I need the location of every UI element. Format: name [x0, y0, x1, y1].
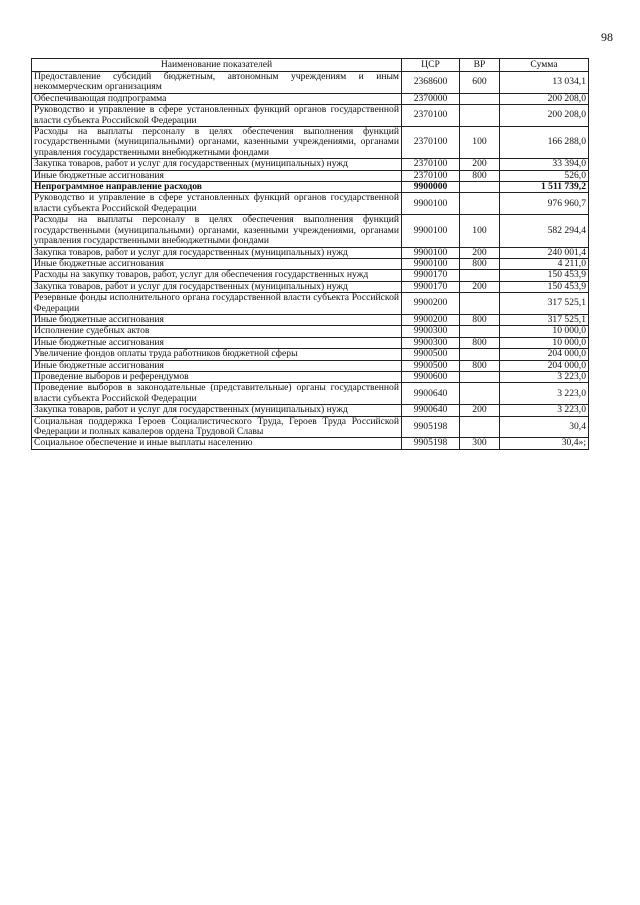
row-sum-cell: 1 511 739,2 — [500, 182, 589, 193]
row-name-cell: Проведение выборов и референдумов — [32, 371, 402, 382]
row-vr-cell: 800 — [460, 258, 500, 269]
table-row — [32, 170, 589, 181]
row-csr-cell: 9900170 — [402, 270, 460, 281]
table-row — [32, 270, 589, 281]
table-row — [32, 349, 589, 360]
table-header-row — [32, 59, 589, 72]
row-sum-cell: 317 525,1 — [500, 314, 589, 325]
row-name-cell: Проведение выборов в законодательные (представительные) органы государственной власти субъекта Российской Федерации — [32, 383, 402, 405]
row-vr-cell: 200 — [460, 247, 500, 258]
row-csr-cell: 2370000 — [402, 93, 460, 104]
row-name-cell: Иные бюджетные ассигнования — [32, 170, 402, 181]
row-csr-cell: 9900500 — [402, 360, 460, 371]
row-vr-cell: 200 — [460, 405, 500, 416]
row-csr-cell: 9900640 — [402, 383, 460, 405]
row-sum-cell: 166 288,0 — [500, 127, 589, 159]
table-row — [32, 383, 589, 405]
row-sum-cell: 200 208,0 — [500, 105, 589, 127]
row-csr-cell: 2370100 — [402, 170, 460, 181]
row-csr-cell: 9900170 — [402, 281, 460, 292]
row-name-cell: Руководство и управление в сфере установленных функций органов государственной власти субъекта Российской Федерации — [32, 105, 402, 127]
row-sum-cell: 204 000,0 — [500, 360, 589, 371]
budget-table — [31, 58, 589, 450]
row-name-cell: Иные бюджетные ассигнования — [32, 337, 402, 348]
row-name-cell: Руководство и управление в сфере установленных функций органов государственной власти субъекта Российской Федерации — [32, 193, 402, 215]
row-name-cell: Исполнение судебных актов — [32, 326, 402, 337]
row-sum-cell: 240 001,4 — [500, 247, 589, 258]
table-row — [32, 182, 589, 193]
row-vr-cell — [460, 93, 500, 104]
table-row — [32, 193, 589, 215]
row-csr-cell: 9900300 — [402, 337, 460, 348]
header-vr: ВР — [460, 59, 500, 72]
row-vr-cell — [460, 383, 500, 405]
row-csr-cell: 9900200 — [402, 314, 460, 325]
row-vr-cell — [460, 270, 500, 281]
table-row — [32, 337, 589, 348]
table-row — [32, 127, 589, 159]
table-row — [32, 247, 589, 258]
row-vr-cell: 600 — [460, 72, 500, 94]
row-name-cell: Обеспечивающая подпрограмма — [32, 93, 402, 104]
row-sum-cell: 3 223,0 — [500, 405, 589, 416]
row-vr-cell — [460, 293, 500, 315]
row-name-cell: Закупка товаров, работ и услуг для государственных (муниципальных) нужд — [32, 281, 402, 292]
table-row — [32, 371, 589, 382]
row-vr-cell — [460, 371, 500, 382]
row-vr-cell: 200 — [460, 281, 500, 292]
row-sum-cell: 582 294,4 — [500, 215, 589, 247]
row-name-cell: Иные бюджетные ассигнования — [32, 258, 402, 269]
row-sum-cell: 317 525,1 — [500, 293, 589, 315]
row-csr-cell: 9905198 — [402, 416, 460, 438]
row-vr-cell — [460, 326, 500, 337]
row-name-cell: Непрограммное направление расходов — [32, 182, 402, 193]
row-name-cell: Социальное обеспечение и иные выплаты населению — [32, 438, 402, 449]
row-name-cell: Резервные фонды исполнительного органа государственной власти субъекта Российской Федерации — [32, 293, 402, 315]
table-row — [32, 314, 589, 325]
row-sum-cell: 10 000,0 — [500, 337, 589, 348]
table-row — [32, 360, 589, 371]
row-csr-cell: 9900100 — [402, 258, 460, 269]
row-vr-cell: 800 — [460, 314, 500, 325]
row-csr-cell: 2368600 — [402, 72, 460, 94]
row-csr-cell: 9900300 — [402, 326, 460, 337]
table-row — [32, 281, 589, 292]
row-csr-cell: 9900100 — [402, 215, 460, 247]
table-row — [32, 72, 589, 94]
row-sum-cell: 526,0 — [500, 170, 589, 181]
header-sum: Сумма — [500, 59, 589, 72]
table-row — [32, 293, 589, 315]
row-name-cell: Иные бюджетные ассигнования — [32, 360, 402, 371]
row-sum-cell: 30,4»; — [500, 438, 589, 449]
row-sum-cell: 3 223,0 — [500, 383, 589, 405]
row-vr-cell — [460, 349, 500, 360]
row-csr-cell: 9900100 — [402, 247, 460, 258]
row-vr-cell: 100 — [460, 127, 500, 159]
row-name-cell: Предоставление субсидий бюджетным, автономным учреждениям и иным некоммерческим организациям — [32, 72, 402, 94]
row-vr-cell — [460, 416, 500, 438]
row-name-cell: Социальная поддержка Героев Социалистического Труда, Героев Труда Российской Федерации и полных кавалеров ордена Трудовой Славы — [32, 416, 402, 438]
row-name-cell: Закупка товаров, работ и услуг для государственных (муниципальных) нужд — [32, 405, 402, 416]
header-name: Наименование показателей — [32, 59, 402, 72]
row-csr-cell: 9900600 — [402, 371, 460, 382]
row-csr-cell: 2370100 — [402, 127, 460, 159]
row-vr-cell: 100 — [460, 215, 500, 247]
row-csr-cell: 9900640 — [402, 405, 460, 416]
row-name-cell: Закупка товаров, работ и услуг для государственных (муниципальных) нужд — [32, 247, 402, 258]
row-csr-cell: 2370100 — [402, 159, 460, 170]
row-sum-cell: 4 211,0 — [500, 258, 589, 269]
table-row — [32, 405, 589, 416]
row-vr-cell — [460, 193, 500, 215]
row-name-cell: Иные бюджетные ассигнования — [32, 314, 402, 325]
row-vr-cell: 800 — [460, 337, 500, 348]
row-name-cell: Увеличение фондов оплаты труда работников бюджетной сферы — [32, 349, 402, 360]
header-csr: ЦСР — [402, 59, 460, 72]
row-sum-cell: 33 394,0 — [500, 159, 589, 170]
row-sum-cell: 150 453,9 — [500, 281, 589, 292]
table-row — [32, 159, 589, 170]
table-row — [32, 93, 589, 104]
row-sum-cell: 204 000,0 — [500, 349, 589, 360]
table-row — [32, 326, 589, 337]
row-sum-cell: 13 034,1 — [500, 72, 589, 94]
row-sum-cell: 3 223,0 — [500, 371, 589, 382]
row-name-cell: Расходы на закупку товаров, работ, услуг для обеспечения государственных нужд — [32, 270, 402, 281]
row-name-cell: Расходы на выплаты персоналу в целях обеспечения выполнения функций государственными (муниципальными) органами, казенными учреждениями, органами управления государственными внебюджетными фондами — [32, 215, 402, 247]
row-csr-cell: 9905198 — [402, 438, 460, 449]
row-vr-cell — [460, 105, 500, 127]
table-row — [32, 215, 589, 247]
row-vr-cell: 800 — [460, 170, 500, 181]
table-row — [32, 105, 589, 127]
row-sum-cell: 200 208,0 — [500, 93, 589, 104]
table-body — [32, 72, 589, 450]
row-csr-cell: 9900000 — [402, 182, 460, 193]
row-name-cell: Расходы на выплаты персоналу в целях обеспечения выполнения функций государственными (муниципальными) органами, казенными учреждениями, органами управления государственными внебюджетными фондами — [32, 127, 402, 159]
row-csr-cell: 9900500 — [402, 349, 460, 360]
row-vr-cell: 200 — [460, 159, 500, 170]
row-csr-cell: 9900200 — [402, 293, 460, 315]
row-sum-cell: 150 453,9 — [500, 270, 589, 281]
row-vr-cell: 800 — [460, 360, 500, 371]
row-sum-cell: 30,4 — [500, 416, 589, 438]
table-row — [32, 416, 589, 438]
page-number: 98 — [601, 30, 613, 44]
row-vr-cell — [460, 182, 500, 193]
row-csr-cell: 9900100 — [402, 193, 460, 215]
row-sum-cell: 10 000,0 — [500, 326, 589, 337]
table-row — [32, 258, 589, 269]
row-csr-cell: 2370100 — [402, 105, 460, 127]
table-row — [32, 438, 589, 449]
row-vr-cell: 300 — [460, 438, 500, 449]
row-name-cell: Закупка товаров, работ и услуг для государственных (муниципальных) нужд — [32, 159, 402, 170]
row-sum-cell: 976 960,7 — [500, 193, 589, 215]
